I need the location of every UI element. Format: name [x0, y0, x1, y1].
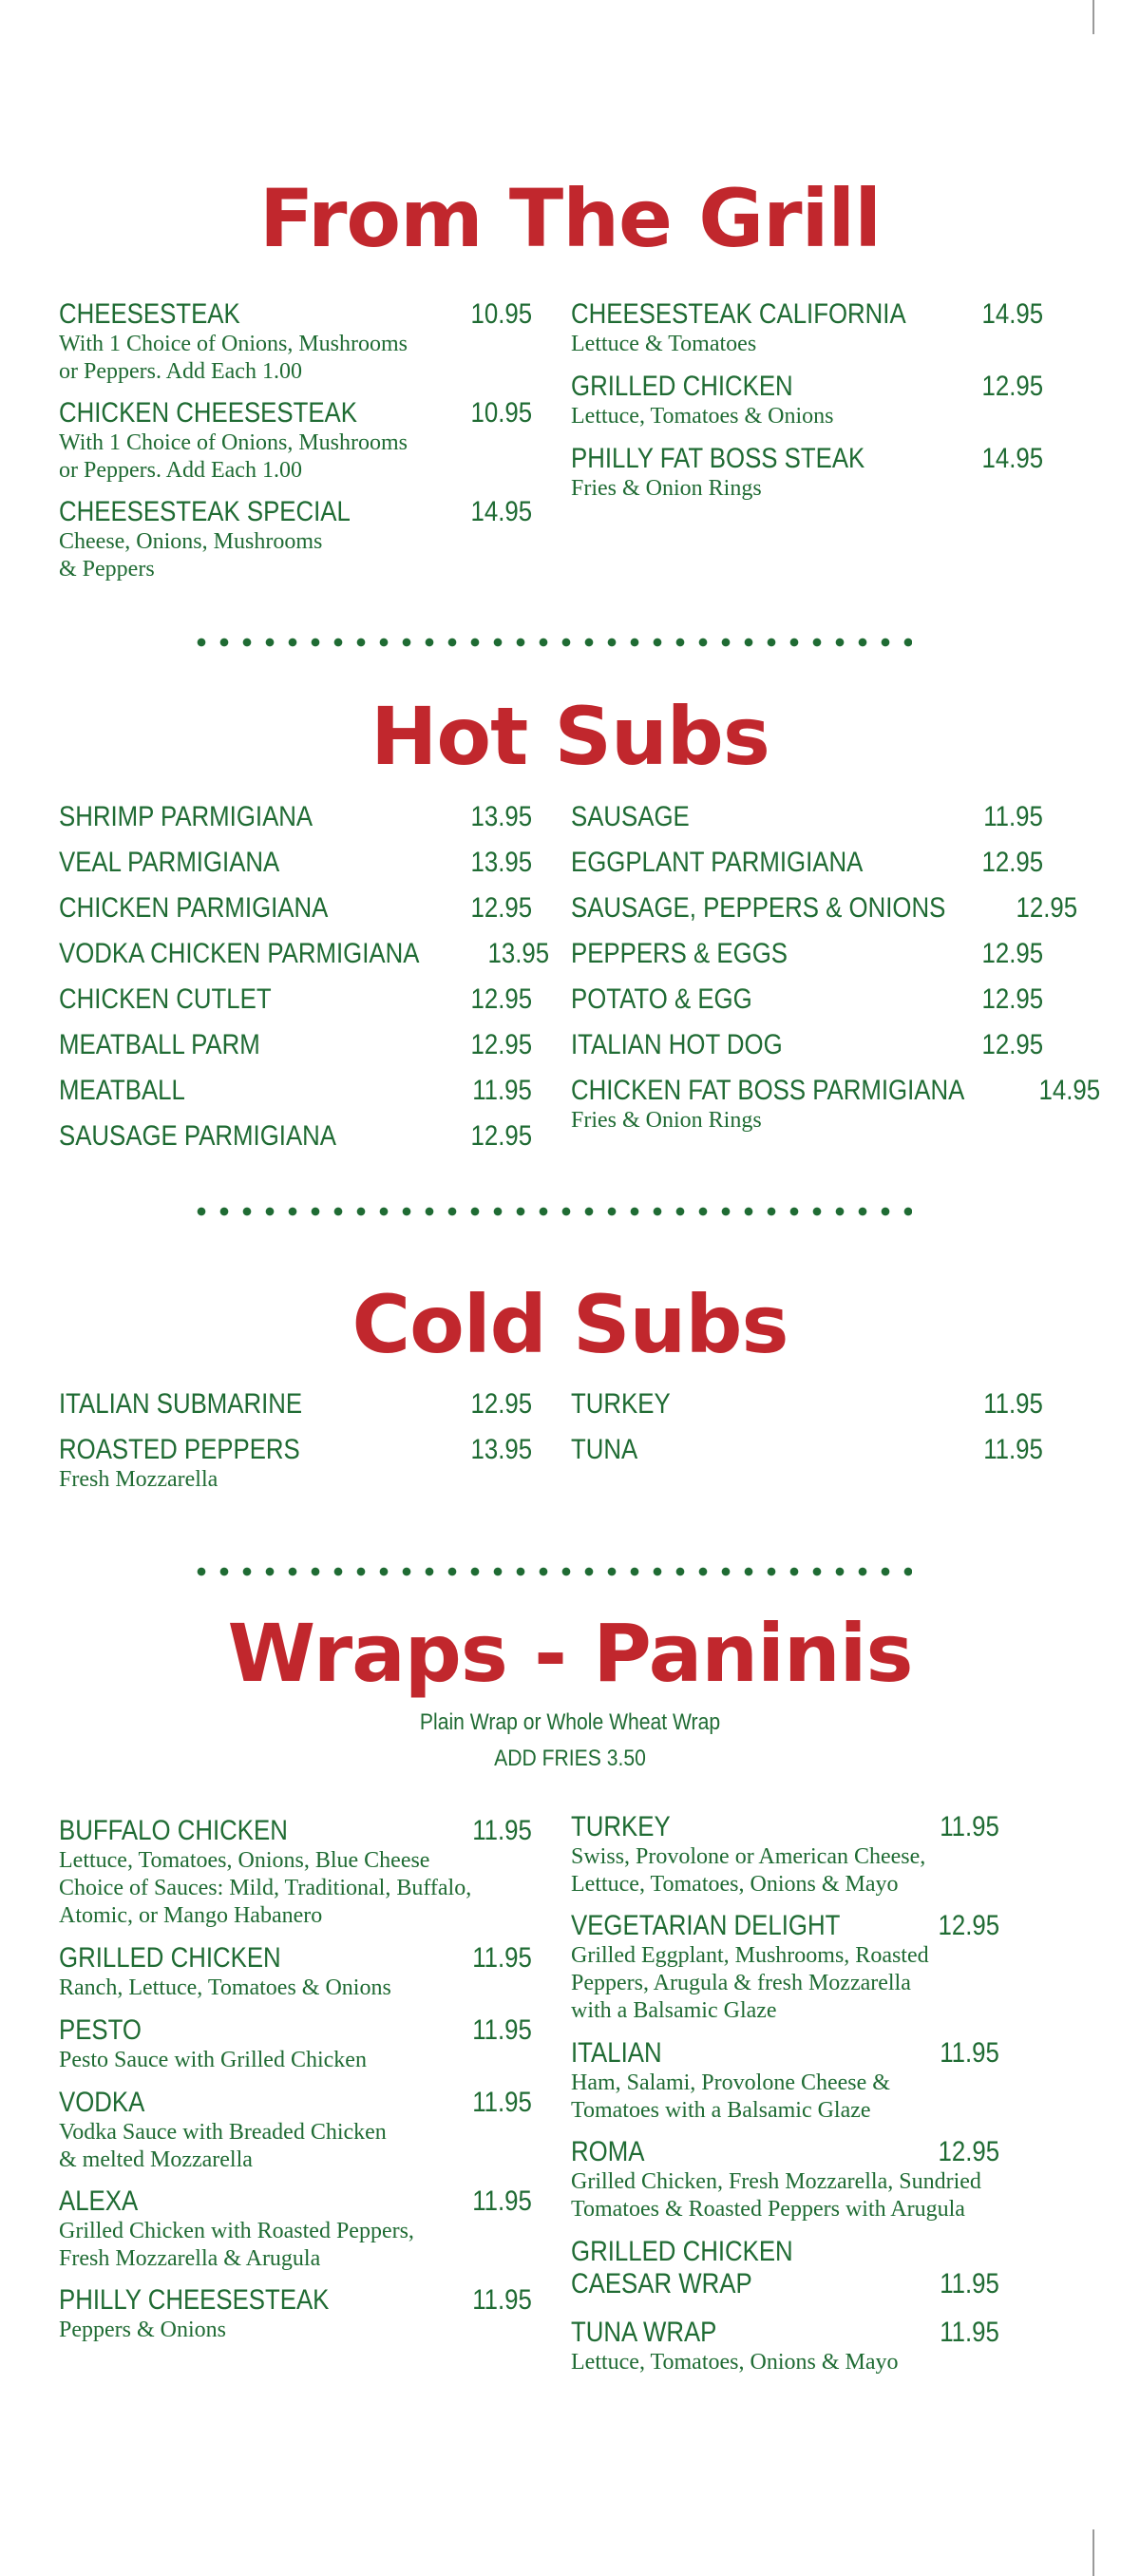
dotted-divider [190, 1567, 912, 1576]
item-name: GRILLED CHICKEN [571, 371, 793, 402]
item-price: 12.95 [470, 1120, 532, 1152]
item-price: 11.95 [472, 2185, 532, 2217]
menu-item [59, 983, 532, 1016]
item-price: 11.95 [472, 1942, 532, 1974]
item-name: MEATBALL PARM [59, 1029, 260, 1060]
item-price: 11.95 [472, 2284, 532, 2316]
item-name: ITALIAN SUBMARINE [59, 1388, 303, 1420]
item-price: 13.95 [487, 938, 550, 969]
item-price: 12.95 [470, 892, 532, 924]
menu-item [59, 1434, 532, 1494]
item-description: Lettuce & Tomatoes [571, 332, 757, 356]
item-price: 12.95 [938, 2136, 999, 2167]
item-description: Vodka Sauce with Breaded Chicken & melted Mozzarella [59, 2120, 387, 2172]
menu-item [59, 892, 532, 925]
item-name: TURKEY [571, 1811, 671, 1842]
item-name: CHICKEN FAT BOSS PARMIGIANA [571, 1075, 965, 1106]
item-description: Swiss, Provolone or American Cheese, Lettuce, Tomatoes, Onions & Mayo [571, 1844, 926, 1897]
item-description: Pesto Sauce with Grilled Chicken [59, 2048, 367, 2072]
item-price: 11.95 [940, 1811, 999, 1842]
item-price: 12.95 [1016, 892, 1078, 924]
menu-item [59, 1815, 532, 1930]
item-price: 14.95 [1038, 1075, 1100, 1106]
item-name: PESTO [59, 2014, 142, 2046]
menu-item [571, 801, 1043, 833]
item-name: TURKEY [571, 1388, 671, 1420]
item-description: Peppers & Onions [59, 2318, 226, 2342]
item-name: VEAL PARMIGIANA [59, 847, 280, 878]
item-name: GRILLED CHICKEN [59, 1942, 281, 1974]
menu-item [571, 892, 1078, 925]
item-name: CHICKEN CHEESESTEAK [59, 397, 357, 429]
menu-item [571, 1029, 1043, 1061]
menu-item [59, 847, 532, 879]
item-name: VODKA [59, 2087, 145, 2118]
menu-item [571, 1388, 1043, 1421]
menu-item [59, 2284, 532, 2344]
item-price: 12.95 [470, 983, 532, 1015]
item-name: EGGPLANT PARMIGIANA [571, 847, 864, 878]
item-price: 11.95 [940, 2037, 999, 2069]
menu-item [571, 1075, 1100, 1135]
item-description: Cheese, Onions, Mushrooms & Peppers [59, 529, 323, 582]
item-description: Lettuce, Tomatoes, Onions, Blue Cheese Choice of Sauces: Mild, Traditional, Buffalo, Atomic, or Mango Habanero [59, 1848, 472, 1928]
item-description: Lettuce, Tomatoes, Onions & Mayo [571, 2350, 899, 2375]
item-description: Fries & Onion Rings [571, 1108, 762, 1133]
item-name: BUFFALO CHICKEN [59, 1815, 288, 1846]
item-name: TUNA [571, 1434, 638, 1465]
menu-item [59, 2185, 532, 2273]
item-price: 12.95 [938, 1910, 999, 1941]
item-name: POTATO & EGG [571, 983, 752, 1015]
item-price: 12.95 [981, 371, 1043, 402]
item-description: With 1 Choice of Onions, Mushrooms or Peppers. Add Each 1.00 [59, 430, 408, 483]
item-price: 14.95 [981, 298, 1043, 330]
item-name: VEGETARIAN DELIGHT [571, 1910, 841, 1941]
item-price: 14.95 [981, 443, 1043, 474]
crop-mark-bottom [1092, 2529, 1094, 2576]
item-price: 13.95 [470, 801, 532, 832]
item-price: 11.95 [472, 1075, 532, 1106]
item-description: Fresh Mozzarella [59, 1467, 218, 1492]
item-name: ROMA [571, 2136, 645, 2167]
item-description: Fries & Onion Rings [571, 476, 762, 501]
section-title-hot-subs: Hot Subs [370, 690, 770, 783]
item-name: SAUSAGE, PEPPERS & ONIONS [571, 892, 946, 924]
item-description: With 1 Choice of Onions, Mushrooms or Peppers. Add Each 1.00 [59, 332, 408, 384]
item-description: Grilled Chicken, Fresh Mozzarella, Sundried Tomatoes & Roasted Peppers with Arugula [571, 2169, 981, 2222]
menu-item [59, 1029, 532, 1061]
item-price: 12.95 [981, 847, 1043, 878]
item-price: 11.95 [983, 1388, 1043, 1420]
item-description: Grilled Chicken with Roasted Peppers, Fresh Mozzarella & Arugula [59, 2219, 414, 2271]
item-price: 11.95 [940, 2268, 999, 2299]
section-title-cold-subs: Cold Subs [352, 1278, 788, 1371]
menu-item [59, 1942, 532, 2002]
item-name: CHICKEN PARMIGIANA [59, 892, 329, 924]
item-name: SAUSAGE PARMIGIANA [59, 1120, 336, 1152]
menu-item [59, 496, 532, 583]
section-title-grill: From The Grill [259, 172, 881, 265]
menu-item [571, 938, 1043, 970]
menu-item [59, 1075, 532, 1107]
item-name: ALEXA [59, 2185, 139, 2217]
item-price: 12.95 [981, 983, 1043, 1015]
item-description: Ranch, Lettuce, Tomatoes & Onions [59, 1975, 391, 2000]
menu-item [571, 298, 1043, 358]
menu-item [571, 983, 1043, 1016]
item-name: ROASTED PEPPERS [59, 1434, 300, 1465]
item-price: 11.95 [472, 2087, 532, 2118]
item-name: VODKA CHICKEN PARMIGIANA [59, 938, 420, 969]
item-price: 11.95 [472, 1815, 532, 1846]
menu-item [571, 2317, 999, 2376]
dotted-divider [190, 1207, 912, 1216]
item-name: ITALIAN [571, 2037, 662, 2069]
item-name: CHEESESTEAK [59, 298, 240, 330]
item-name: CHEESESTEAK SPECIAL [59, 496, 351, 527]
menu-item [59, 2014, 532, 2074]
item-price: 13.95 [470, 847, 532, 878]
item-price: 12.95 [981, 938, 1043, 969]
menu-item [59, 938, 550, 970]
menu-item [571, 1910, 999, 2025]
item-price: 10.95 [470, 298, 532, 330]
item-price: 11.95 [983, 1434, 1043, 1465]
item-price: 12.95 [981, 1029, 1043, 1060]
menu-item [571, 1811, 999, 1899]
item-price: 13.95 [470, 1434, 532, 1465]
item-name: SAUSAGE [571, 801, 690, 832]
menu-item [571, 2136, 999, 2223]
item-price: 11.95 [472, 2014, 532, 2046]
section-title-wraps: Wraps - Paninis [227, 1607, 913, 1700]
menu-item [59, 801, 532, 833]
menu-item [571, 443, 1043, 503]
item-name: ITALIAN HOT DOG [571, 1029, 783, 1060]
wrap-options: Plain Wrap or Whole Wheat Wrap [419, 1709, 721, 1735]
item-name: PEPPERS & EGGS [571, 938, 788, 969]
menu-item [571, 1434, 1043, 1466]
item-description: Lettuce, Tomatoes & Onions [571, 404, 834, 429]
item-price: 11.95 [940, 2317, 999, 2348]
menu-item [571, 2236, 999, 2300]
menu-item [59, 397, 532, 485]
item-name: CHEESESTEAK CALIFORNIA [571, 298, 906, 330]
menu-item [571, 847, 1043, 879]
item-name: PHILLY CHEESESTEAK [59, 2284, 330, 2316]
menu-item [59, 1388, 532, 1421]
menu-item [59, 1120, 532, 1153]
item-name-line-2: CAESAR WRAP [571, 2268, 752, 2299]
item-price: 10.95 [470, 397, 532, 429]
menu-item [571, 2037, 999, 2125]
dotted-divider [190, 638, 912, 647]
item-name: CHICKEN CUTLET [59, 983, 272, 1015]
add-fries-note: ADD FRIES 3.50 [494, 1746, 646, 1771]
item-price: 12.95 [470, 1388, 532, 1420]
item-name: SHRIMP PARMIGIANA [59, 801, 314, 832]
item-description: Ham, Salami, Provolone Cheese & Tomatoes with a Balsamic Glaze [571, 2070, 890, 2123]
menu-item [571, 371, 1043, 430]
menu-item [59, 2087, 532, 2174]
menu-item [59, 298, 532, 386]
item-price: 11.95 [983, 801, 1043, 832]
item-price: 12.95 [470, 1029, 532, 1060]
item-name: GRILLED CHICKEN [571, 2236, 793, 2267]
item-name: TUNA WRAP [571, 2317, 717, 2348]
item-name: MEATBALL [59, 1075, 185, 1106]
item-price: 14.95 [470, 496, 532, 527]
crop-mark-top [1092, 0, 1094, 34]
item-name: PHILLY FAT BOSS STEAK [571, 443, 865, 474]
item-description: Grilled Eggplant, Mushrooms, Roasted Peppers, Arugula & fresh Mozzarella with a Balsamic Glaze [571, 1943, 929, 2023]
